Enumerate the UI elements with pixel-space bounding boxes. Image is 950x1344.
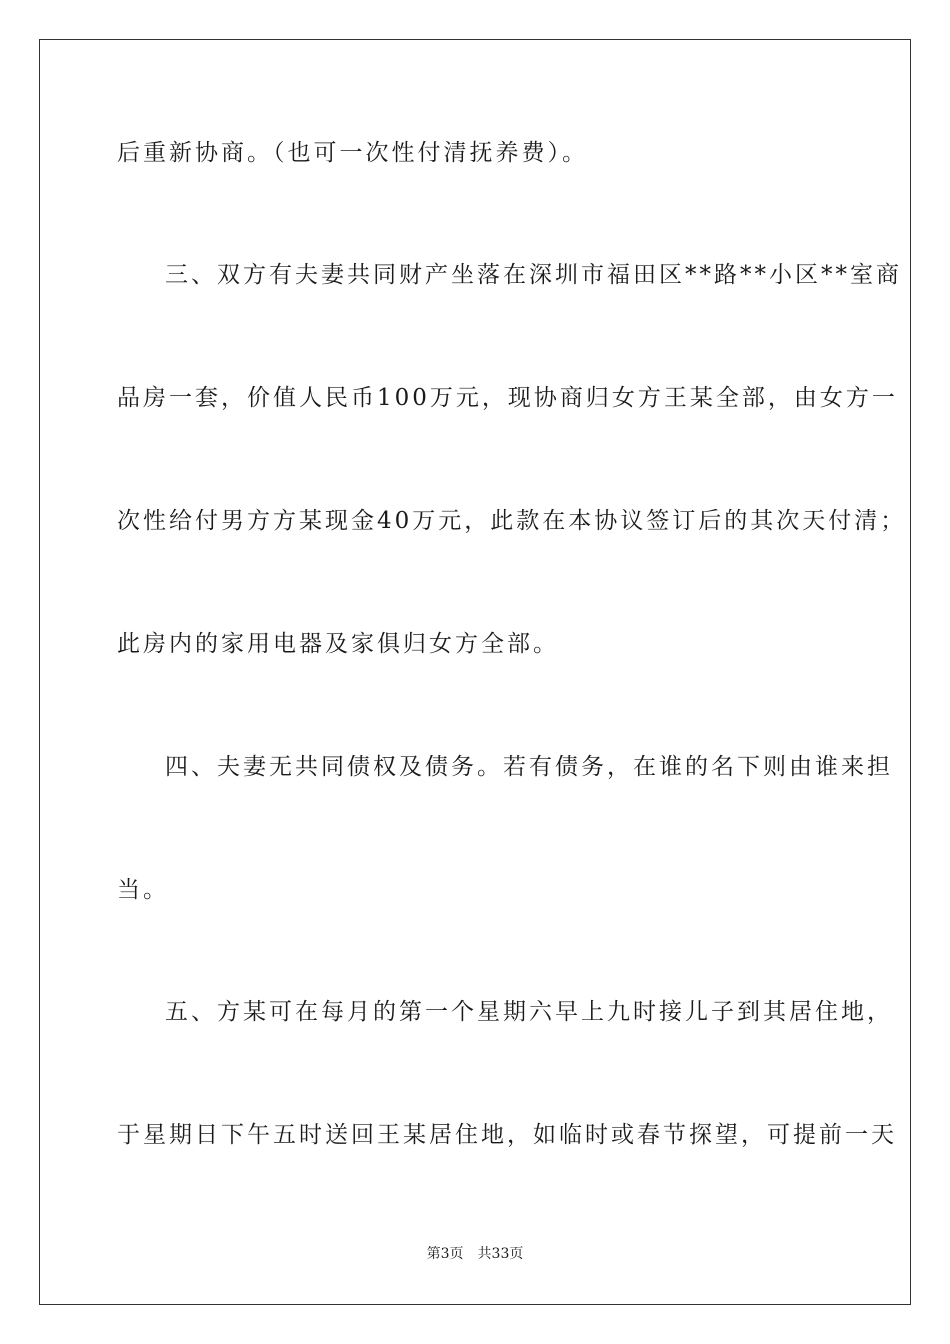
page-footer bbox=[0, 1244, 950, 1264]
text-line: 五、方某可在每月的第一个星期六早上九时接儿子到其居住地， bbox=[165, 999, 893, 1025]
text-line: 当。 bbox=[117, 877, 169, 903]
text-line: 次性给付男方方某现金40万元，此款在本协议签订后的其次天付清； bbox=[117, 508, 907, 534]
text-line: 品房一套，价值人民币100万元，现协商归女方王某全部，由女方一 bbox=[117, 385, 898, 411]
text-line: 四、夫妻无共同债权及债务。若有债务，在谁的名下则由谁来担 bbox=[165, 754, 893, 780]
page-total: 共33页 bbox=[477, 1246, 524, 1262]
text-line: 于星期日下午五时送回王某居住地，如临时或春节探望，可提前一天 bbox=[117, 1122, 897, 1148]
text-line: 后重新协商。（也可一次性付清抚养费）。 bbox=[117, 140, 588, 166]
text-line: 三、双方有夫妻共同财产坐落在深圳市福田区**路**小区**室商 bbox=[165, 262, 902, 288]
text-line: 此房内的家用电器及家俱归女方全部。 bbox=[117, 631, 559, 657]
page-number: 第3页 bbox=[426, 1246, 464, 1262]
